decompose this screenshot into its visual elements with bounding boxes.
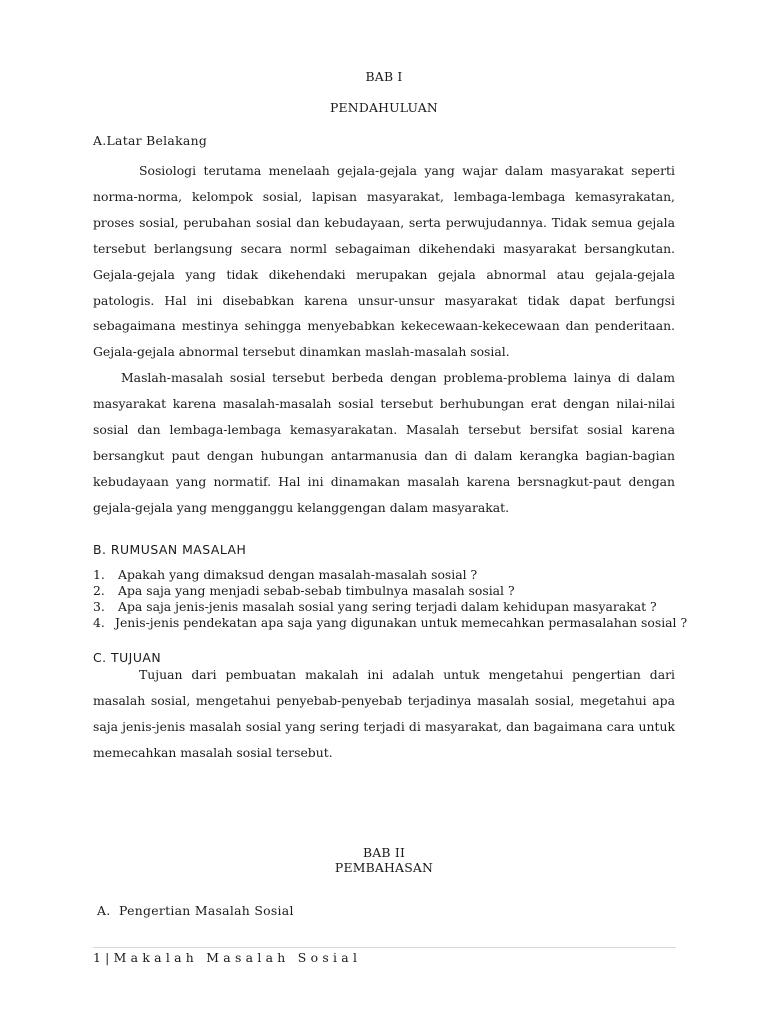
- footer-divider: [93, 947, 676, 948]
- list-item: [93, 599, 693, 615]
- chapter-1-number: BAB I: [365, 69, 403, 84]
- list-item: [93, 583, 693, 599]
- list-item-number: 1.: [93, 567, 105, 582]
- chapter-2-number: BAB II: [362, 845, 406, 860]
- section-c-paragraph: Tujuan dari pembuatan makalah ini adalah untuk mengetahui pengertian dari masalah sosial, mengetahui penyebab-penyebab terjadinya masalah sosial, megetahui apa saja jenis-jenis masalah sosial yang sering terjadi di masyarakat, dan bagaimana cara untuk memecahkan masalah sosial tersebut.: [93, 667, 675, 760]
- problem-list: [93, 567, 693, 631]
- section-2a-title: Pengertian Masalah Sosial: [119, 903, 294, 918]
- section-a-body: [93, 158, 675, 521]
- section-2a-heading: [97, 903, 294, 918]
- list-item-number: 3.: [93, 599, 105, 614]
- section-a-paragraph-2: Maslah-masalah sosial tersebut berbeda dengan problema-problema lainya di dalam masyarakat karena masalah-masalah sosial tersebut berhubungan erat dengan nilai-nilai sosial dan lembaga-lembaga kemasyarakatan. Masalah tersebut bersifat sosial karena bersangkut paut dengan hubungan antarmanusia dan di dalam kerangka bagian-bagian kebudayaan yang normatif. Hal ini dinamakan masalah karena bersnagkut-paut dengan gejala-gejala yang mengganggu kelanggengan dalam masyarakat.: [93, 370, 675, 515]
- chapter-2-title: PEMBAHASAN: [334, 860, 434, 875]
- list-item-text: Jenis-jenis pendekatan apa saja yang digunakan untuk memecahkan permasalahan sosial ?: [115, 615, 688, 630]
- page-footer: 1|Makalah Masalah Sosial: [93, 950, 362, 965]
- section-b-heading: B. RUMUSAN MASALAH: [93, 542, 247, 557]
- chapter-1-title: PENDAHULUAN: [330, 100, 438, 115]
- section-c-body: [93, 662, 675, 766]
- section-2a-label: A.: [97, 903, 111, 918]
- list-item-text: Apa saja yang menjadi sebab-sebab timbulnya masalah sosial ?: [118, 583, 515, 598]
- list-item: [93, 567, 693, 583]
- list-item-text: Apa saja jenis-jenis masalah sosial yang sering terjadi dalam kehidupan masyarakat ?: [118, 599, 657, 614]
- section-c-heading: C. TUJUAN: [93, 650, 162, 665]
- section-a-heading: A.Latar Belakang: [93, 133, 208, 148]
- list-item-text: Apakah yang dimaksud dengan masalah-masalah sosial ?: [118, 567, 478, 582]
- section-a-paragraph-1: Sosiologi terutama menelaah gejala-gejala yang wajar dalam masyarakat seperti norma-norma, kelompok sosial, lapisan masyarakat, lembaga-lembaga kemasyrakatan, proses sosial, perubahan sosial dan kebudayaan, serta perwujudannya. Tidak semua gejala tersebut berlangsung secara norml sebagaiman dikehendaki masyarakat bersangkutan. Gejala-gejala yang tidak dikehendaki merupakan gejala abnormal atau gejala-gejala patologis. Hal ini disebabkan karena unsur-unsur masyarakat tidak dapat berfungsi sebagaimana mestinya sehingga menyebabkan kekecewaan-kekecewaan dan penderitaan. Gejala-gejala abnormal tersebut dinamkan maslah-masalah sosial.: [93, 163, 675, 360]
- list-item: [93, 615, 693, 631]
- list-item-number: 2.: [93, 583, 105, 598]
- list-item-number: 4.: [93, 615, 105, 630]
